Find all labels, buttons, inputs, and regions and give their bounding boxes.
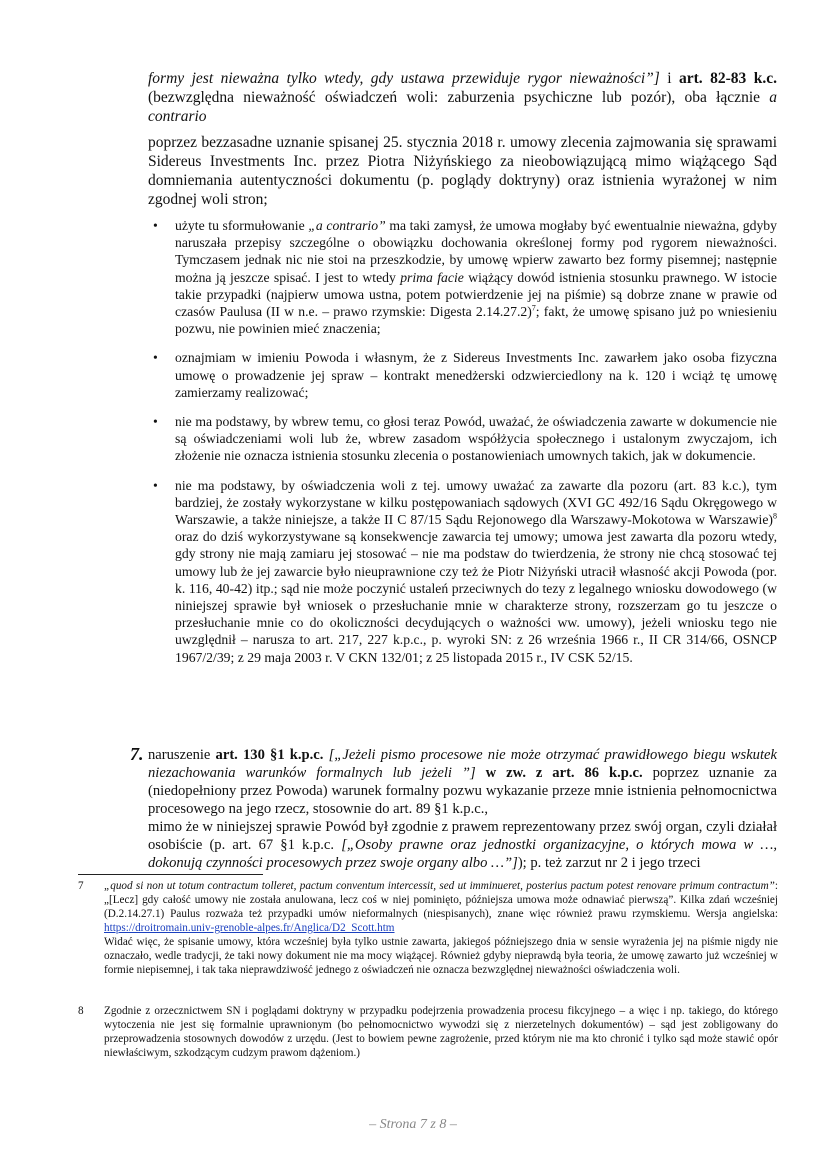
source-link[interactable]: https://droitromain.univ-grenoble-alpes.fr/Anglica/D2_Scott.htm: [104, 922, 395, 934]
latin-phrase: prima facie: [400, 269, 464, 285]
text: nie ma podstawy, by wbrew temu, co głosi teraz Powód, uważać, że oświadczenia zawarte w dokumencie nie są oświadczeniami woli lub że, wbrew zasadom współżycia społecznego i ustalonym zwyczajom, ich złożenie nie oznacza istnienia stosunku zlecenia o postanowieniach umownych takich, jak w dokumencie.: [175, 414, 777, 464]
text: oznajmiam w imieniu Powoda i własnym, że z Sidereus Investments Inc. zawarłem jako osoba fizyczna umowę o prowadzenie jej spraw – kontrakt menedżerski odzwierciedlony na k. 120 i wciąż tę umowę zamierzamy realizować;: [175, 350, 777, 400]
paragraph-lead-1: [148, 69, 777, 126]
bullet-list: [148, 217, 777, 666]
footnote-ref[interactable]: 8: [773, 511, 777, 521]
text: (bezwzględna nieważność oświadczeń woli: zaburzenia psychiczne lub pozór), oba łącznie: [148, 89, 770, 106]
bullet-icon: •: [153, 414, 158, 430]
bullet-icon: •: [153, 218, 158, 233]
section-number: 7.: [130, 744, 144, 764]
text: naruszenie: [148, 747, 216, 763]
page-number: – Strona 7 z 8 –: [369, 1117, 457, 1132]
text: mimo że w niniejszej sprawie Powód był zgodnie z prawem reprezentowany przez swój organ, czyli działał osobiście (p. art. 67 §1 k.p.c.: [148, 819, 777, 853]
text: nie ma podstawy, by oświadczenia woli z tej. umowy uważać za zawarte dla pozoru (art. 83 k.c.), tym bardziej, że zostały wykorzystane w kilku postępowaniach sądowych (XVI GC 492/16 Sądu Okręgowego w Warszawie, a także niniejsze, a także II C 87/15 Sądu Rejonowego dla Warszawy-Mokotowa w Warszawie): [175, 477, 777, 528]
paragraph-lead-2: poprzez bezzasadne uznanie spisanej 25. stycznia 2018 r. umowy zlecenia zajmowania się sprawami Sidereus Investments Inc. przez Piotra Niżyńskiego za nieobowiązującą mimo wiążącego Sąd domniemania autentyczności dokumentu (p. poglądy doktryny) oraz istnienia wyrażonej w nim zgodnej woli stron;: [148, 134, 777, 208]
section-7: [130, 746, 777, 872]
footnote-text: Zgodnie z orzecznictwem SN i poglądami doktryny w przypadku podejrzenia prowadzenia procesu fikcyjnego – a więc i np. takiego, do którego wytoczenia nie jest się formalnie uprawnionym (bo pełnomocnictwo wywodzi się z nierzetelnych dokumentów) – sąd jest zobligowany do przeprowadzenia stosownych dowodów z urzędu. (Jest to bowiem pewne zagrożenie, przed którym nie ma kto chronić i tylko sąd może stawić opór niewłaściwym, szkodzącym cudzym prawom dążeniom.): [104, 1005, 778, 1059]
text: wiążący dowód istnienia stosunku prawnego. W istocie takie przypadki (najpierw umowa ustna, potem potwierdzenie jej na piśmie) są dobrze znane w prawie od czasów Paulusa (II w n.e. – prawo rzymskie: Digesta 2.14.27.2): [175, 269, 777, 320]
footnote-number: 8: [78, 1005, 84, 1017]
text: : „[Lecz] gdy całość umowy nie została anulowana, lecz coś w niej pominięto, późniejsza umowa może odnawiać pierwszą”. Kilka zdań wcześniej (D.2.14.27.1) Paulus rozważa też przypadki umów nieformalnych (niespisanych), znane więc również prawu rzymskiemu. Wersja angielska:: [104, 880, 778, 920]
text: Widać więc, że spisanie umowy, która wcześniej była tylko ustnie zawarta, jakiegoś późniejszego dnia w sensie wyrażenia jej na piśmie nigdy nie oznaczało, wedle tradycji, że taki nowy dokument nie ma mocy wiążącej. Również gdyby nieprawdą była teoria, że umowę zawarto już wcześniej w formie niepisemnej, i tak taka nieprawdziwość jednego z oświadczeń nie oznacza bezwzględnej nieważności oświadczenia woli.: [104, 936, 778, 976]
list-item: [148, 477, 777, 666]
list-item: [148, 217, 777, 337]
text: poprzez uznanie za (niedopełniony przez Powoda) warunek formalny pozwu wykazanie przeze mnie istnienia pełnomocnictwa procesowego na jego rzecz, stosownie do art. 89 §1 k.p.c.,: [148, 765, 777, 817]
text: i: [659, 70, 680, 87]
footnote-7: [78, 879, 778, 977]
list-item: [148, 349, 777, 401]
text: ; fakt, że umowę spisano już po wniesieniu pozwu, nie powinien mieć znaczenia;: [175, 304, 777, 337]
quoted-text: [„Jeżeli pismo procesowe nie może otrzymać prawidłowego biegu wskutek niezachowania warunków formalnych lub jeżeli ”]: [148, 747, 777, 781]
article-ref: art. 130 §1 k.p.c.: [215, 747, 324, 763]
footnote-text: [104, 879, 778, 977]
list-item: [148, 413, 777, 465]
article-ref: art. 82-83 k.c.: [679, 70, 777, 87]
article-ref: w zw. z art. 86 k.p.c.: [475, 765, 643, 781]
footnote-separator: [78, 874, 263, 875]
section-7-body: [148, 746, 777, 872]
main-content: [148, 69, 777, 678]
text: ); p. też zarzut nr 2 i jego trzeci: [517, 855, 701, 871]
footnote-8: [78, 1004, 778, 1060]
bullet-icon: •: [153, 477, 158, 493]
quoted-text: „quod si non ut totum contractum tolleret, pactum conventum intercessit, sed ut imminueret, posterius pactum potest renovare primum contractum”: [104, 880, 775, 892]
footnote-ref[interactable]: 7: [531, 303, 536, 313]
latin-phrase: a contrario: [148, 89, 777, 125]
text: użyte tu sformułowanie: [175, 218, 309, 233]
text: ma taki zamysł, że umowa mogłaby być ewentualnie nieważna, gdyby naruszała przepisy szczególne o obowiązku dochowania określonej formy pod rygorem nieważności. Tymczasem jednak nic nie stoi na przeszkodzie, by umowę wpierw zawarto bez formy pisemnej; następnie można ją jeszcze spisać. I jest to wtedy: [175, 218, 777, 285]
text: oraz do dziś wykorzystywane są konsekwencje zawarcia tej umowy; umowa jest zawarta dla pozoru wtedy, gdy strony nie mają zamiaru jej stosować – nie ma podstaw do twierdzenia, że strony nie chcą stosować tej umowy lub że jej zawarcie było nieuprawnione czy też że Piotr Niżyński utracił własność akcji Powoda (por. k. 116, 40-42) itp.; sąd nie może poczynić ustaleń przeciwnych do tezy z legalnego wniosku dowodowego (w niniejszej sprawie był wniosek o przesłuchanie mnie w charakterze strony, rozszerzam go tu jeszcze o przesłuchanie mnie co do okoliczności decydujących o ważności ww. umowy), jeżeli wniosku tego nie uwzględnił – narusza to art. 217, 227 k.p.c., p. wyroki SN: z 26 września 1966 r., II CR 314/66, OSNCP 1967/2/39; z 29 maja 2003 r. V CKN 132/01; z 25 listopada 2015 r., IV CSK 52/15.: [175, 529, 777, 665]
quoted-text: [„Osoby prawne oraz jednostki organizacyjne, o których mowa w …, dokonują czynności procesowych przez swoje organy albo …”]: [148, 837, 777, 871]
quoted-text: formy jest nieważna tylko wtedy, gdy ustawa przewiduje rygor nieważności”]: [148, 70, 660, 87]
bullet-icon: •: [153, 350, 158, 366]
latin-phrase: „a contrario”: [308, 218, 386, 233]
footnote-number: 7: [78, 880, 84, 892]
